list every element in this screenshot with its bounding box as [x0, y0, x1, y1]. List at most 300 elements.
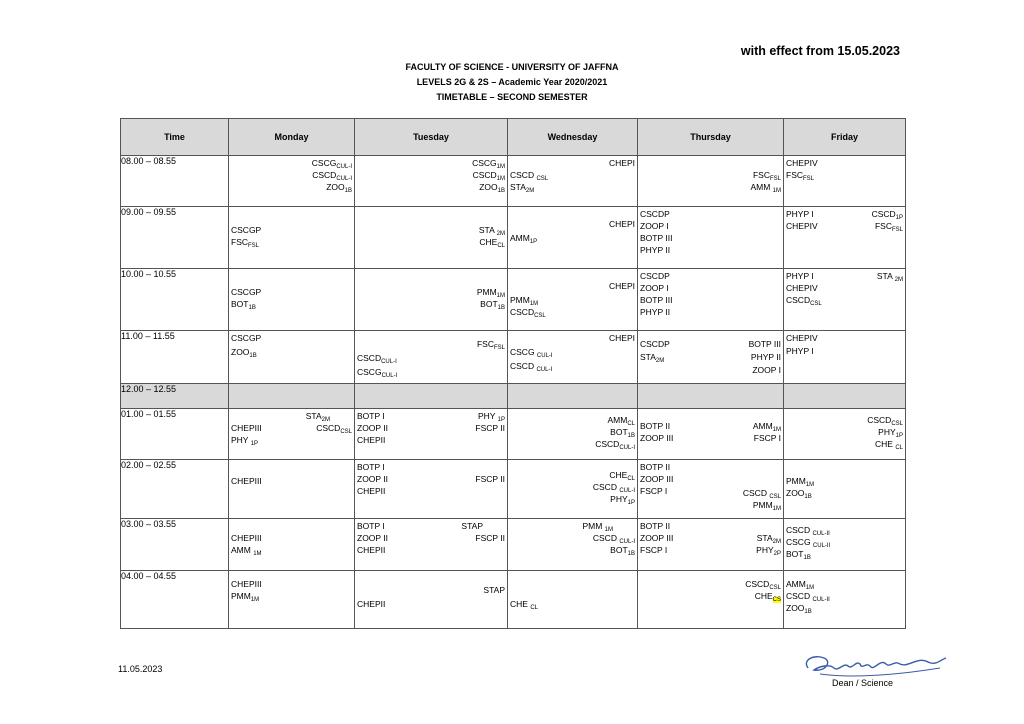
course-code — [357, 474, 388, 485]
course-code — [595, 439, 635, 450]
column-header-tuesday: Tuesday — [355, 119, 508, 156]
course-code-subscript: 2M — [496, 231, 505, 237]
course-code — [231, 545, 262, 556]
course-code — [751, 352, 781, 363]
course-code — [477, 287, 505, 298]
course-code-main: BOTP II — [640, 462, 671, 472]
course-code — [640, 421, 670, 432]
course-code-main: FSCP II — [475, 533, 505, 543]
cell-tuesday — [355, 156, 508, 207]
course-code-subscript: CSL — [810, 301, 822, 307]
course-code-subscript: 1B — [497, 188, 505, 194]
course-code-main: BOTP II — [640, 521, 671, 531]
course-code-main: BOT — [610, 545, 628, 555]
course-code — [786, 333, 818, 344]
course-code-subscript: 1M — [772, 427, 781, 433]
course-code-subscript: CSL — [534, 313, 546, 319]
course-code — [231, 579, 262, 590]
course-code — [640, 221, 669, 232]
course-code — [875, 221, 903, 232]
course-code-main: ZOOP II — [357, 533, 389, 543]
signature — [800, 648, 950, 682]
course-code-main: ZOO — [231, 347, 250, 357]
course-code-main: CSCD — [595, 439, 620, 449]
course-code — [786, 591, 830, 602]
course-code-main: STA — [305, 411, 322, 421]
course-code-main: CSCD — [745, 579, 770, 589]
time-slot-row — [121, 409, 906, 460]
course-code — [786, 525, 830, 536]
course-code-main: STA — [876, 271, 895, 281]
course-code-main: CHEPIII — [231, 423, 262, 433]
course-code-subscript: 1P — [895, 433, 903, 439]
course-code-subscript: CUL-I — [536, 353, 553, 359]
column-header-friday: Friday — [784, 119, 906, 156]
course-code — [609, 333, 635, 344]
cell-tuesday — [355, 409, 508, 460]
course-code — [479, 237, 505, 248]
course-code-main: CHEPII — [357, 435, 386, 445]
cell-tuesday — [355, 571, 508, 629]
course-code-main: AMM — [607, 415, 628, 425]
course-code — [231, 333, 261, 344]
course-code — [786, 283, 818, 294]
course-code-main: AMM — [231, 545, 254, 555]
cell-wednesday — [508, 409, 638, 460]
course-code — [461, 521, 483, 532]
cell-wednesday — [508, 331, 638, 384]
course-code — [475, 423, 505, 434]
course-code — [753, 500, 781, 511]
cell-thursday — [638, 460, 784, 519]
levels-heading: LEVELS 2G & 2S – Academic Year 2020/2021 — [416, 77, 608, 87]
course-code — [477, 339, 505, 350]
course-code — [753, 421, 781, 432]
course-code-main: PMM — [476, 287, 497, 297]
course-code — [582, 521, 613, 532]
cell-tuesday — [355, 519, 508, 571]
lunch-row — [121, 384, 906, 409]
course-code-main: ZOOP II — [357, 423, 389, 433]
course-code — [510, 170, 548, 181]
course-code-subscript: CUL-I — [381, 359, 397, 365]
course-code — [749, 339, 781, 350]
course-code-main: ZOOP II — [357, 474, 389, 484]
course-code-main: CSCD — [510, 170, 537, 180]
course-code-main: CHEPI — [609, 281, 635, 291]
cell-monday — [229, 269, 355, 331]
course-code-subscript: 1P — [250, 441, 259, 447]
cell-wednesday — [508, 156, 638, 207]
cell-thursday — [638, 269, 784, 331]
course-code-main: BOT — [610, 427, 628, 437]
cell-wednesday — [508, 519, 638, 571]
cell-monday — [229, 156, 355, 207]
course-code — [786, 158, 818, 169]
course-code-main: CHE — [754, 591, 773, 601]
course-code-subscript: CL — [627, 476, 635, 482]
course-code-main: PMM — [752, 500, 773, 510]
course-code-main: CSCD — [786, 591, 813, 601]
course-code — [640, 545, 667, 556]
course-code-main: CSCD — [312, 170, 337, 180]
course-code — [640, 271, 670, 282]
course-code-main: CHEPIV — [786, 333, 818, 343]
cell-monday — [229, 409, 355, 460]
time-slot: 02.00 – 02.55 — [121, 460, 229, 519]
course-code — [231, 347, 257, 358]
course-code-subscript: 1M — [496, 164, 505, 170]
course-code-subscript: CSL — [769, 585, 781, 591]
course-code — [357, 533, 388, 544]
signatory: Dean / Science — [832, 678, 894, 688]
course-code — [786, 271, 814, 282]
course-code-main: BOT — [480, 299, 498, 309]
course-code-main: CSCD — [786, 525, 813, 535]
course-code-main: CHE — [609, 470, 628, 480]
course-code-main: CSCG — [357, 367, 382, 377]
course-code-subscript: 1P — [497, 417, 505, 423]
course-code-subscript: CUL-I — [619, 488, 635, 494]
course-code-main: CSCDP — [640, 209, 670, 219]
course-code — [357, 521, 385, 532]
cell-tuesday — [355, 269, 508, 331]
course-code-main: BOTP I — [357, 411, 385, 421]
course-code-subscript: 1B — [248, 305, 256, 311]
cell-thursday — [638, 409, 784, 460]
course-code-main: FSC — [874, 221, 892, 231]
course-code-subscript: 1P — [627, 500, 635, 506]
course-code — [483, 585, 505, 596]
time-slot: 08.00 – 08.55 — [121, 156, 229, 207]
course-code-subscript: CUL-I — [536, 367, 553, 373]
column-header-time: Time — [121, 119, 229, 156]
course-code — [357, 367, 397, 378]
course-code — [593, 482, 635, 493]
cell-friday — [784, 460, 906, 519]
cell-wednesday — [508, 571, 638, 629]
course-code — [479, 225, 505, 236]
course-code — [640, 486, 667, 497]
course-code-main: STAP — [483, 585, 505, 595]
column-header-wednesday: Wednesday — [508, 119, 638, 156]
course-code — [610, 494, 635, 505]
course-code-main: PHY — [878, 427, 896, 437]
course-code-main: CSCG — [311, 158, 337, 168]
course-code-main: CHE — [510, 599, 531, 609]
course-code-main: STA — [478, 225, 497, 235]
time-slot-row — [121, 207, 906, 269]
course-code-main: FSCP II — [475, 474, 505, 484]
course-code — [357, 411, 385, 422]
course-code-main: PHY — [756, 545, 774, 555]
course-code-main: CSCD — [316, 423, 341, 433]
course-code-subscript: 2M — [525, 188, 535, 194]
course-code — [231, 299, 256, 310]
course-code — [231, 423, 262, 434]
time-slot: 12.00 – 12.55 — [121, 384, 229, 409]
course-code-subscript: 2M — [321, 417, 330, 423]
course-code — [878, 427, 903, 438]
course-code-main: CSCD — [472, 170, 497, 180]
course-code-main: ZOOP III — [640, 474, 674, 484]
course-code — [357, 462, 385, 473]
time-slot-row — [121, 571, 906, 629]
course-code — [231, 237, 259, 248]
time-slot-row — [121, 269, 906, 331]
cell-thursday — [638, 384, 784, 409]
course-code — [609, 219, 635, 230]
course-code-main: CHEPI — [609, 333, 635, 343]
course-code — [510, 182, 534, 193]
course-code — [609, 281, 635, 292]
course-code-main: BOT — [231, 299, 249, 309]
course-code — [640, 283, 669, 294]
course-code-main: FSC — [752, 170, 770, 180]
course-code-subscript: 1M — [496, 176, 505, 182]
course-code — [231, 591, 259, 602]
course-code-main: PHY — [477, 411, 498, 421]
cell-friday — [784, 269, 906, 331]
course-code-main: CHEPIV — [786, 283, 818, 293]
cell-wednesday — [508, 269, 638, 331]
course-code — [640, 233, 672, 244]
course-code — [786, 537, 830, 548]
effective-date: with effect from 15.05.2023 — [740, 44, 900, 58]
time-slot-row — [121, 156, 906, 207]
course-code-main: FSCP I — [640, 545, 668, 555]
course-code-main: PMM — [510, 295, 530, 305]
course-code-subscript: 2M — [894, 277, 903, 283]
course-code-main: PHYP II — [640, 307, 671, 317]
course-code-subscript: 1B — [804, 609, 812, 615]
course-code-main: CSCDP — [640, 271, 670, 281]
course-code-main: FSC — [786, 170, 803, 180]
course-code-main: STAP — [461, 521, 483, 531]
course-code-subscript: CUL-I — [336, 164, 352, 170]
course-code-main: CHEPI — [609, 158, 635, 168]
course-code-main: AMM — [510, 233, 530, 243]
course-code — [510, 599, 538, 610]
course-code-main: FSCP II — [475, 423, 505, 433]
course-code-subscript: 1M — [604, 527, 613, 533]
cell-thursday — [638, 156, 784, 207]
course-code-subscript: 1M — [772, 188, 781, 194]
cell-monday — [229, 519, 355, 571]
course-code — [786, 579, 814, 590]
course-code-main: CSCD — [871, 209, 896, 219]
course-code-subscript: FSL — [803, 176, 815, 182]
course-code — [231, 225, 261, 236]
course-code-subscript: CL — [895, 445, 903, 451]
cell-friday — [784, 519, 906, 571]
course-code-main: CSCD — [592, 482, 620, 492]
cell-monday — [229, 384, 355, 409]
course-code — [745, 579, 781, 590]
course-code-subscript: FSL — [769, 176, 781, 182]
cell-friday — [784, 571, 906, 629]
course-code — [473, 170, 505, 181]
course-code — [357, 435, 385, 446]
cell-friday — [784, 409, 906, 460]
course-code-main: ZOO — [326, 182, 345, 192]
course-code — [609, 470, 635, 481]
course-code-main: CSCD — [786, 295, 811, 305]
course-code-main: STA — [756, 533, 773, 543]
course-code-subscript: CUL-II — [812, 543, 831, 549]
cell-monday — [229, 571, 355, 629]
course-code-main: BOT — [786, 549, 804, 559]
course-code — [610, 545, 635, 556]
course-code-subscript: 1M — [253, 551, 262, 557]
header-row — [121, 119, 906, 156]
course-code-subscript: CUL-II — [812, 597, 830, 603]
course-code-main: ZOO — [786, 488, 805, 498]
course-code — [510, 233, 537, 244]
course-code — [610, 427, 635, 438]
course-code — [306, 411, 330, 422]
course-code — [609, 158, 635, 169]
course-code-main: PHYP I — [786, 271, 814, 281]
course-code-subscript: 1P — [529, 239, 538, 245]
course-code — [640, 521, 670, 532]
course-code-main: CSCD — [357, 353, 382, 363]
course-code-main: PHY — [231, 435, 251, 445]
course-code-main: PHY — [610, 494, 628, 504]
cell-thursday — [638, 331, 784, 384]
course-code-main: CHEPIII — [231, 533, 262, 543]
course-code-main: CSCGP — [231, 333, 262, 343]
course-code — [786, 488, 812, 499]
course-code — [786, 209, 814, 220]
course-code — [743, 488, 781, 499]
course-code — [231, 533, 262, 544]
course-code-subscript: CS — [772, 597, 781, 603]
course-code — [472, 158, 505, 169]
course-code-subscript: CUL-I — [619, 539, 635, 545]
course-code-subscript: 1P — [895, 215, 903, 221]
course-code-subscript: CSL — [891, 421, 903, 427]
course-code-main: BOTP I — [357, 462, 385, 472]
course-code-main: PHYP I — [786, 209, 814, 219]
course-code-subscript: 1B — [249, 353, 257, 359]
course-code — [872, 209, 903, 220]
timetable — [120, 118, 906, 629]
course-code — [640, 209, 670, 220]
course-code — [231, 287, 261, 298]
time-slot: 10.00 – 10.55 — [121, 269, 229, 331]
course-code-subscript: 1M — [529, 301, 539, 307]
cell-wednesday — [508, 384, 638, 409]
course-code-main: PMM — [786, 476, 806, 486]
course-code-subscript: FSL — [493, 345, 505, 351]
time-slot-row — [121, 460, 906, 519]
course-code-main: FSCP I — [640, 486, 668, 496]
course-code — [786, 549, 811, 560]
course-code-subscript: 1B — [497, 305, 505, 311]
course-code-subscript: CUL-I — [381, 373, 398, 379]
course-code — [316, 423, 352, 434]
course-code — [478, 411, 505, 422]
course-code-main: CSCD — [742, 488, 770, 498]
cell-tuesday — [355, 331, 508, 384]
column-header-monday: Monday — [229, 119, 355, 156]
course-code — [786, 346, 814, 357]
course-code — [475, 474, 505, 485]
course-code-subscript: 1B — [627, 551, 635, 557]
course-code-subscript: 2M — [655, 358, 665, 364]
course-code-main: ZOOP I — [752, 365, 781, 375]
course-code — [312, 170, 352, 181]
course-code — [640, 295, 672, 306]
course-code — [510, 295, 538, 306]
course-code-subscript: 1B — [803, 555, 811, 561]
course-code-main: STA — [640, 352, 656, 362]
course-code — [786, 476, 814, 487]
cell-thursday — [638, 571, 784, 629]
course-code-subscript: CSL — [536, 176, 549, 182]
cell-monday — [229, 331, 355, 384]
course-code-main: BOTP III — [640, 233, 673, 243]
cell-wednesday — [508, 460, 638, 519]
course-code — [640, 474, 673, 485]
course-code-main: CHEPIV — [786, 221, 818, 231]
course-code-main: CHEPIII — [231, 579, 262, 589]
course-code-main: CHEPII — [357, 486, 386, 496]
cell-tuesday — [355, 207, 508, 269]
course-code — [480, 299, 505, 310]
course-code — [640, 245, 670, 256]
course-code-subscript: 1M — [250, 597, 260, 603]
course-code-main: AMM — [786, 579, 806, 589]
cell-wednesday — [508, 207, 638, 269]
course-code — [786, 170, 814, 181]
course-code-subscript: 2M — [772, 539, 781, 545]
cell-tuesday — [355, 384, 508, 409]
course-code — [357, 486, 385, 497]
course-code-main: BOTP III — [748, 339, 781, 349]
course-code — [357, 599, 385, 610]
course-code — [875, 439, 903, 450]
cell-friday — [784, 331, 906, 384]
course-code-main: CSCD — [867, 415, 892, 425]
course-code — [607, 415, 635, 426]
course-code-main: FSC — [476, 339, 494, 349]
time-slot: 01.00 – 01.55 — [121, 409, 229, 460]
course-code — [312, 158, 352, 169]
course-code — [753, 170, 781, 181]
course-code — [231, 476, 262, 487]
course-code — [640, 433, 673, 444]
course-code-main: PHYP II — [640, 245, 671, 255]
course-code-main: AMM — [750, 182, 773, 192]
course-code-main: PMM — [582, 521, 605, 531]
course-code-subscript: CUL-II — [812, 531, 830, 537]
course-code-subscript: 1M — [496, 293, 505, 299]
course-code — [757, 533, 781, 544]
course-code — [867, 415, 903, 426]
course-code-main: CSCGP — [231, 287, 262, 297]
course-code-main: BOTP I — [357, 521, 385, 531]
course-code-main: ZOOP III — [640, 533, 674, 543]
cell-friday — [784, 207, 906, 269]
course-code — [357, 353, 397, 364]
course-code-main: PHYP II — [750, 352, 781, 362]
course-code-main: CHEPII — [357, 545, 386, 555]
course-code — [786, 603, 812, 614]
course-code-subscript: CL — [497, 243, 505, 249]
course-code-subscript: 1B — [344, 188, 352, 194]
